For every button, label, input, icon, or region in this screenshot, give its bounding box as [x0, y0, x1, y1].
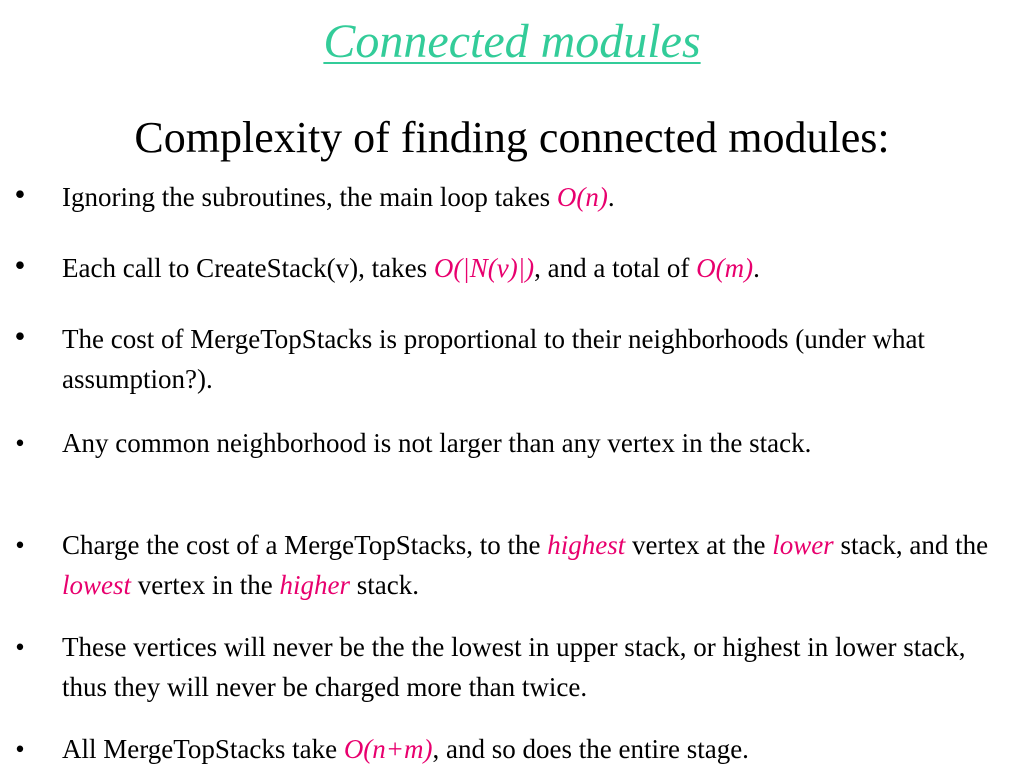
- bullet-icon: •: [15, 428, 25, 458]
- bullet-icon: •: [15, 530, 25, 560]
- bullet-text: Ignoring the subroutines, the main loop takes: [62, 182, 557, 212]
- bullet-icon: •: [14, 247, 26, 283]
- bullet-text: stack.: [349, 570, 419, 600]
- bullet-item: [15, 423, 1012, 463]
- emphasis-term: highest: [547, 530, 626, 560]
- bullet-icon: •: [14, 176, 26, 212]
- bullet-text: Any common neighborhood is not larger than any vertex in the stack.: [62, 428, 812, 458]
- bullet-text: .: [607, 182, 615, 212]
- bullet-text: Charge the cost of a MergeTopStacks, to the: [62, 530, 548, 560]
- slide-title: [0, 14, 1024, 70]
- bullet-item: [14, 318, 1012, 399]
- bullet-text: These vertices will never be the the lowest in upper stack, or highest in lower stack, thus they will never be charged more than twice.: [62, 632, 966, 702]
- bullet-icon: •: [14, 318, 26, 354]
- bullet-icon: •: [15, 632, 25, 662]
- bullet-text: , and so does the entire stage.: [432, 734, 749, 764]
- bullet-item: [14, 176, 1012, 217]
- bullet-text: , and a total of: [534, 253, 697, 283]
- bullet-icon: •: [15, 734, 25, 764]
- bullet-item: [15, 525, 1012, 605]
- bullet-text: Each call to CreateStack(v), takes: [62, 253, 434, 283]
- emphasis-term: higher: [279, 570, 350, 600]
- bullet-item: [14, 247, 1012, 288]
- section-heading: Complexity of finding connected modules:: [134, 113, 890, 162]
- complexity-term: O(n): [556, 182, 608, 212]
- complexity-term: O(n+m): [343, 734, 433, 764]
- bullet-text: The cost of MergeTopStacks is proportional to their neighborhoods (under what assumption?).: [62, 324, 925, 394]
- emphasis-term: lowest: [62, 570, 132, 600]
- complexity-term: O(|N(v)|): [433, 253, 535, 283]
- bullet-text: .: [753, 253, 760, 283]
- bullet-item: [15, 729, 1012, 769]
- emphasis-term: lower: [772, 530, 834, 560]
- slide-title-text: Connected modules: [323, 15, 701, 68]
- bullet-text: vertex in the: [131, 570, 280, 600]
- complexity-term: O(m): [696, 253, 754, 283]
- bullet-item: [15, 627, 1012, 707]
- bullet-text: stack, and the: [833, 530, 989, 560]
- bullet-text: All MergeTopStacks take: [62, 734, 344, 764]
- bullet-text: vertex at the: [625, 530, 773, 560]
